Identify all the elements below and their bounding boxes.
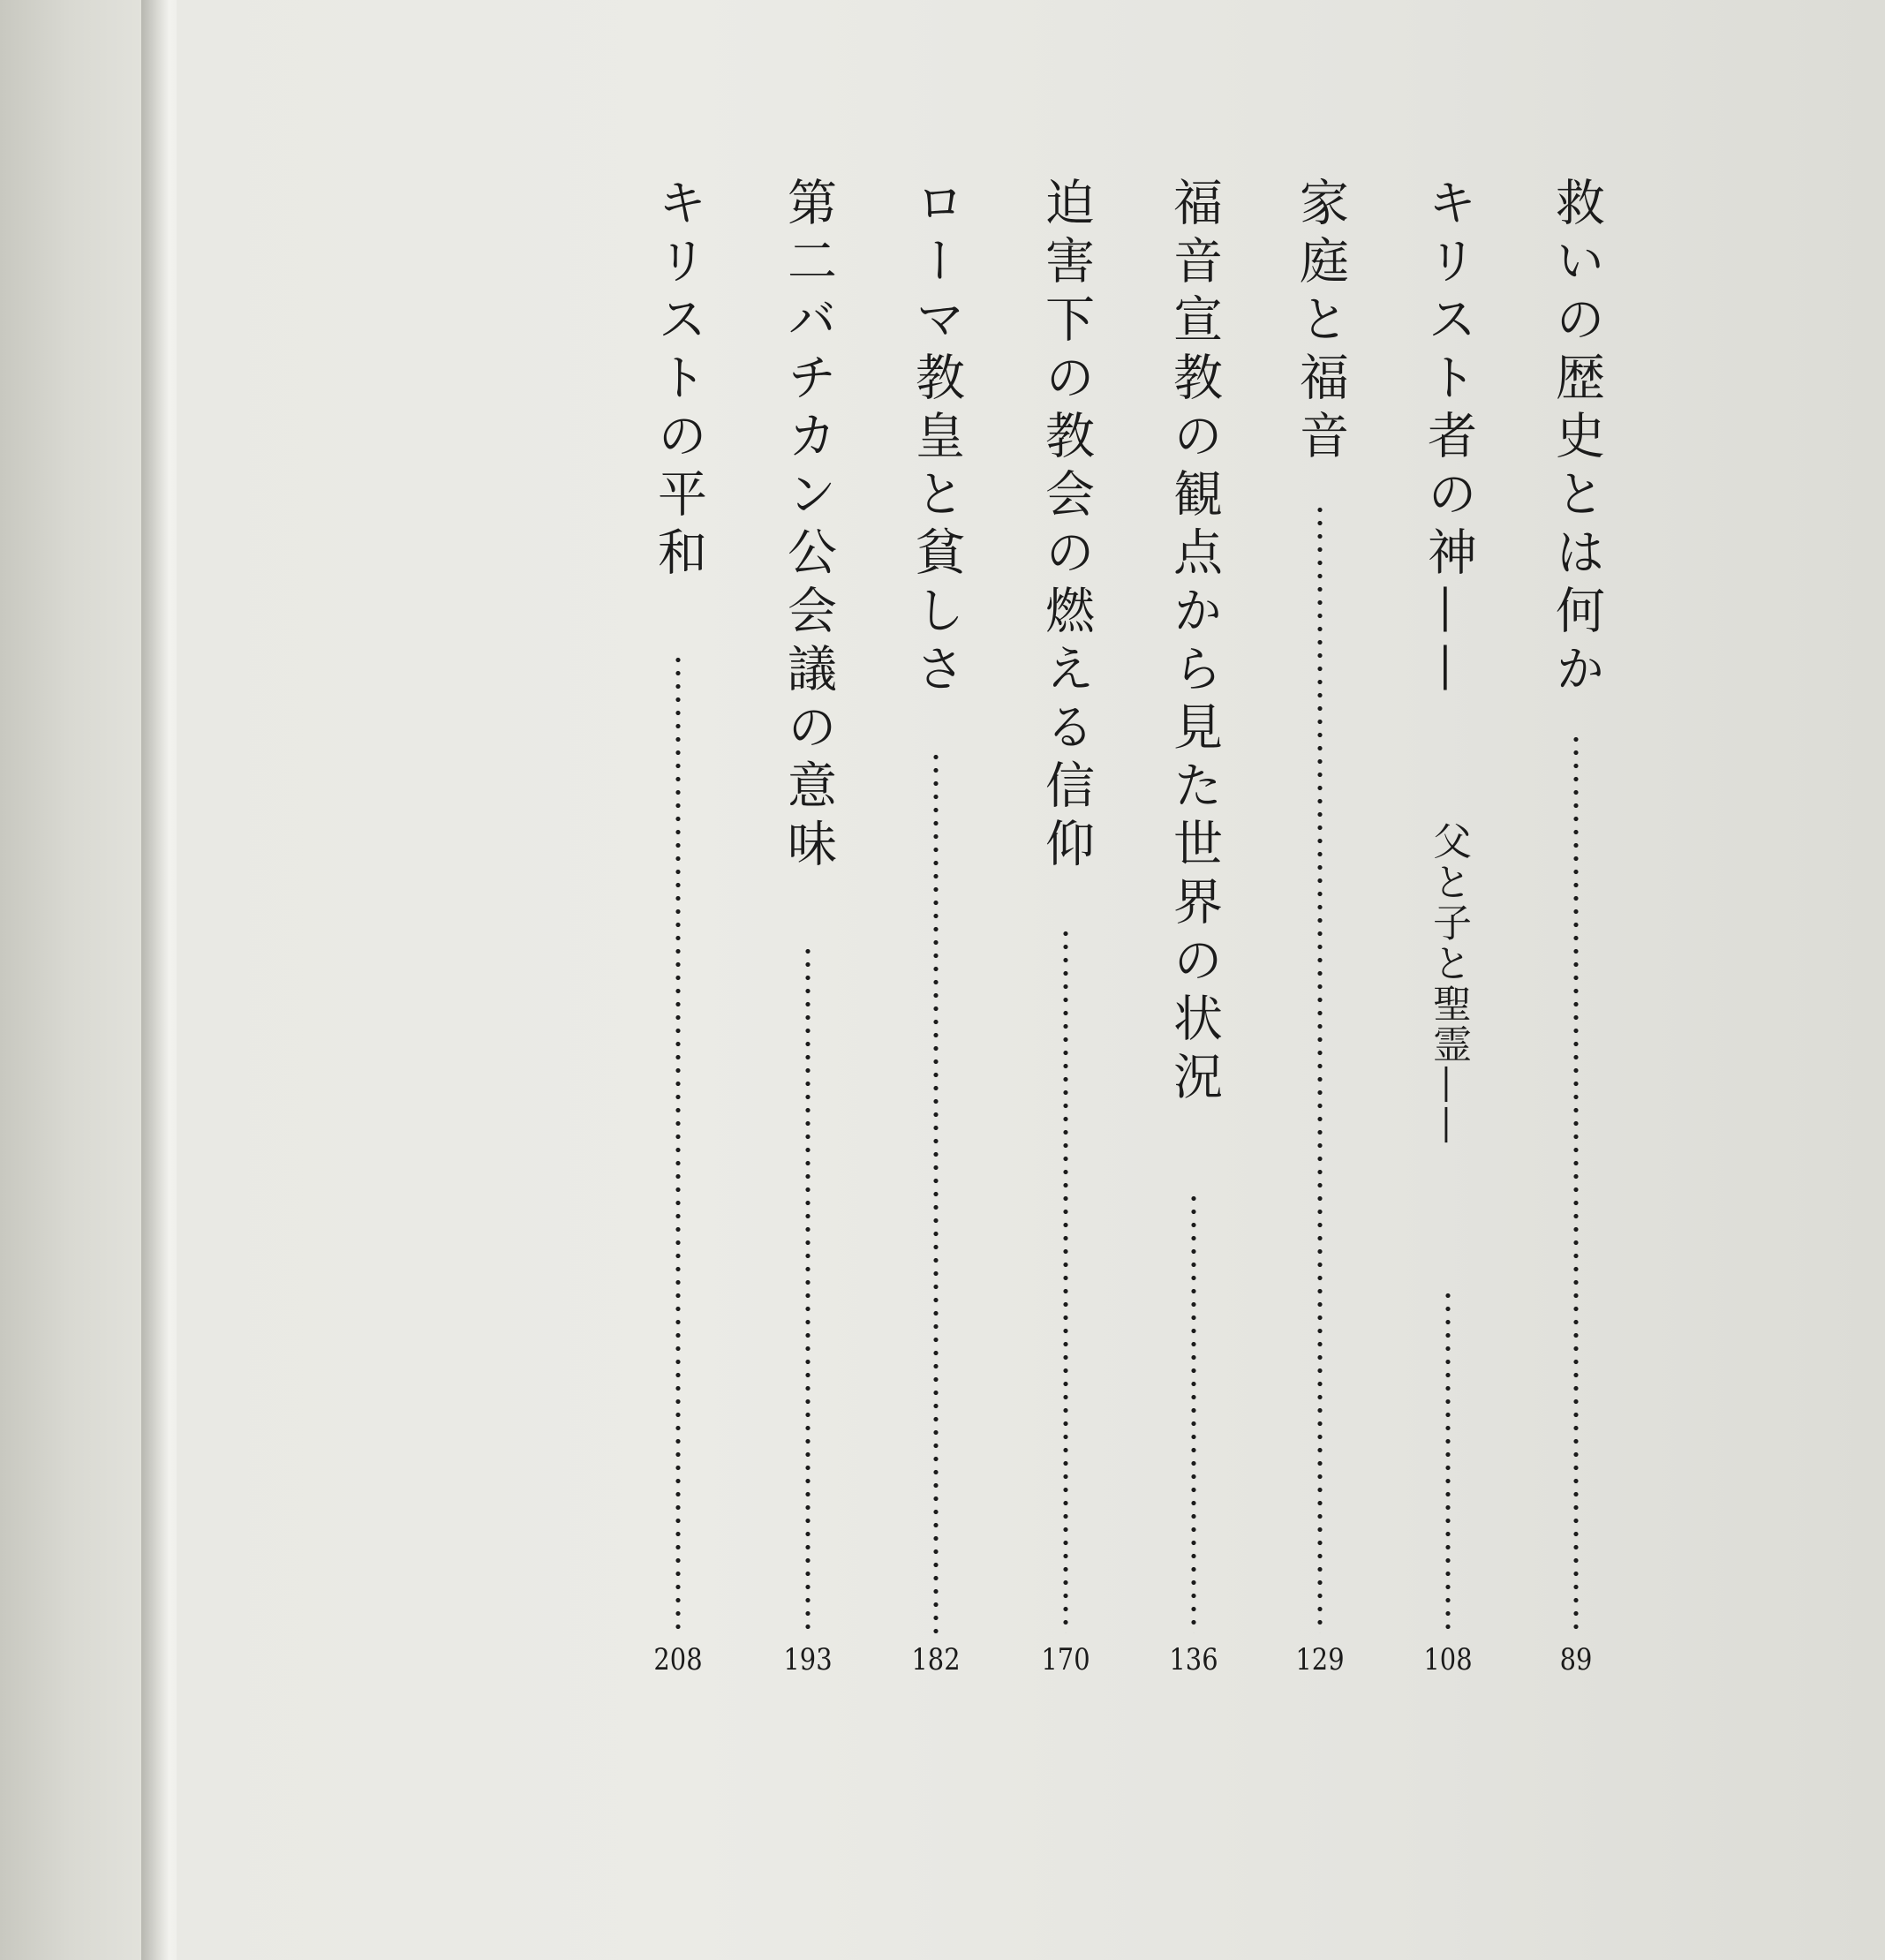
toc-entry-title: 第二バチカン公会議の意味 [780,177,837,876]
toc-entry-6 [905,177,967,1748]
toc-entry-title: ローマ教皇と貧しさ [908,177,965,701]
toc-entry-title: キリスト者の神—— [1420,177,1477,701]
toc-entry-title: キリストの平和 [650,177,707,584]
dot-leader [1191,1192,1196,1633]
dot-leader [1317,503,1323,1633]
dot-leader [933,750,939,1633]
toc-entry-page-number: 136 [1169,1642,1218,1677]
toc-entry-page-number: 182 [911,1642,961,1677]
toc-entry-page-number: 108 [1423,1642,1473,1677]
toc-entry-1 [1545,177,1607,1748]
toc-entry-page-number: 170 [1041,1642,1090,1677]
toc-entry-page-number: 193 [783,1642,833,1677]
dot-leader [805,945,811,1633]
toc-entry-7 [777,177,839,1748]
toc-entry-page-number: 89 [1559,1642,1593,1677]
toc-entry-4 [1163,177,1225,1748]
toc-entry-page-number: 129 [1295,1642,1345,1677]
toc-entry-2 [1417,177,1479,1748]
dot-leader [1573,733,1579,1633]
dot-leader [1445,1289,1451,1633]
toc-entry-title: 家庭と福音 [1292,177,1349,468]
dot-leader [675,653,681,1633]
toc-entry-8 [647,177,709,1748]
toc-entry-page-number: 208 [653,1642,703,1677]
toc-entry-title: 迫害下の教会の燃える信仰 [1037,177,1095,876]
toc-entry-3 [1289,177,1351,1748]
contents-page [177,0,1885,1960]
toc-entry-5 [1035,177,1097,1748]
toc-entry-subtitle: 父と子と聖霊—— [1426,821,1471,1146]
toc-entry-title: 救いの歴史とは何か [1548,177,1605,701]
dot-leader [1063,927,1068,1633]
toc-entry-title: 福音宣教の観点から見た世界の状況 [1165,177,1223,1109]
